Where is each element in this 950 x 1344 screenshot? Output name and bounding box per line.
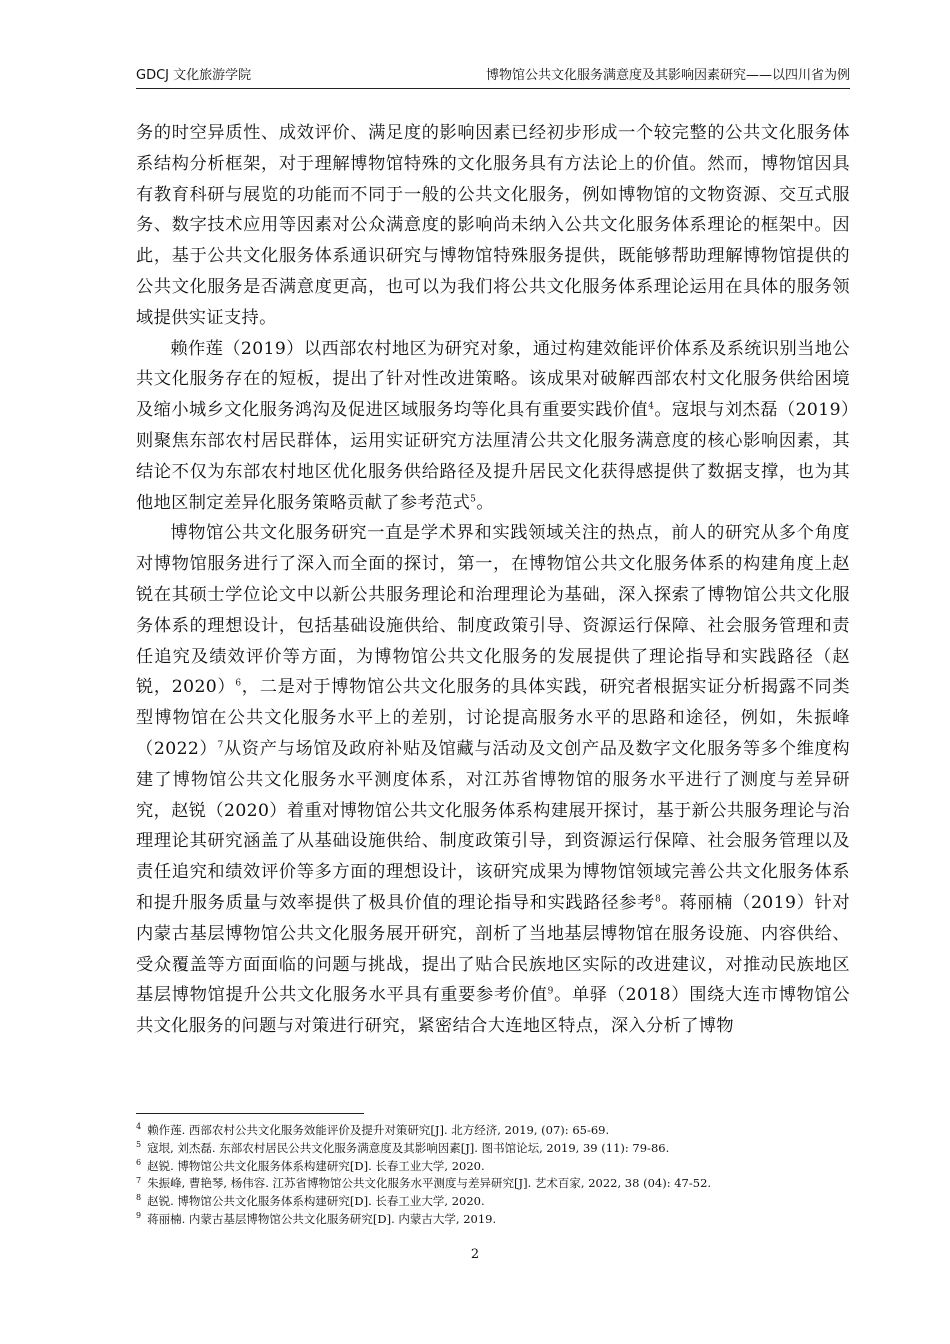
running-header	[136, 66, 850, 89]
footnote-ref-6[interactable]: 6	[235, 678, 242, 689]
paragraph-2: 赖作莲（2019）以西部农村地区为研究对象，通过构建效能评价体系及系统识别当地公共文化服务存在的短板，提出了针对性改进策略。该成果对破解西部农村文化服务供给困境及缩小城乡文化服务鸿沟及促进区域服务均等化具有重要实践价值$^4$。寇垠与刘杰磊（2019）则聚焦东部农村居民群体，运用实证研究方法厘清公共文化服务满意度的核心影响因素，其结论不仅为东部农村地区优化服务供给路径及提升居民文化获得感提供了数据支撑，也为其他地区制定差异化服务策略贡献了参考范式$^5$。	[136, 338, 850, 513]
footnote-ref-7[interactable]: 7	[217, 740, 224, 751]
body-text	[136, 118, 850, 1042]
footnote-item: $^4$ 赖作莲. 西部农村公共文化服务效能评价及提升对策研究[J]. 北方经济, 2019, (07): 65-69.	[136, 1122, 610, 1137]
footnote-ref-5[interactable]: 5	[470, 493, 477, 504]
header-institution: GDCJ 文化旅游学院	[136, 68, 252, 83]
footnotes	[136, 1122, 850, 1229]
footnote-item: $^8$ 赵锐. 博物馆公共文化服务体系构建研究[D]. 长春工业大学, 2020.	[136, 1193, 485, 1209]
footnote-item: $^6$ 赵锐. 博物馆公共文化服务体系构建研究[D]. 长春工业大学, 2020.	[136, 1157, 485, 1173]
paragraph-1: 务的时空异质性、成效评价、满足度的影响因素已经初步形成一个较完整的公共文化服务体系结构分析框架，对于理解博物馆特殊的文化服务具有方法论上的价值。然而，博物馆因具有教育科研与展览的功能而不同于一般的公共文化服务，例如博物馆的文物资源、交互式服务、数字技术应用等因素对公众满意度的影响尚未纳入公共文化服务体系理论的框架中。因此，基于公共文化服务体系通识研究与博物馆特殊服务提供，既能够帮助理解博物馆提供的公共文化服务是否满意度更高，也可以为我们将公共文化服务体系理论运用在具体的服务领域提供实证支持。	[136, 123, 850, 328]
footnote-ref-4[interactable]: 4	[648, 401, 655, 412]
header-title: 博物馆公共文化服务满意度及其影响因素研究——以四川省为例	[485, 68, 850, 83]
footnote-item: $^5$ 寇垠, 刘杰磊. 东部农村居民公共文化服务满意度及其影响因素[J]. 图书馆论坛, 2019, 39 (11): 79-86.	[136, 1139, 670, 1155]
footnote-item: $^7$ 朱振峰, 曹艳琴, 杨伟容. 江苏省博物馆公共文化服务水平测度与差异研究[J]. 艺术百家, 2022, 38 (04): 47-52.	[136, 1175, 712, 1191]
footnote-ref-9[interactable]: 9	[547, 986, 554, 997]
footnote-ref-8[interactable]: 8	[655, 894, 662, 905]
footnote-item: $^9$ 蒋丽楠. 内蒙古基层博物馆公共文化服务研究[D]. 内蒙古大学, 2019.	[136, 1211, 497, 1226]
footnote-divider	[136, 1113, 364, 1114]
page-number: 2	[470, 1247, 480, 1262]
paragraph-3: 博物馆公共文化服务研究一直是学术界和实践领域关注的热点，前人的研究从多个角度对博物馆服务进行了深入而全面的探讨，第一，在博物馆公共文化服务体系的构建角度上赵锐在其硕士学位论文中以新公共服务理论和治理理论为基础，深入探索了博物馆公共文化服务体系的理想设计，包括基础设施供给、制度政策引导、资源运行保障、社会服务管理和责任追究及绩效评价等方面，为博物馆公共文化服务的发展提供了理论指导和实践路径（赵锐，2020）$^6$，二是对于博物馆公共文化服务的具体实践，研究者根据实证分析揭露不同类型博物馆在公共文化服务水平上的差别，讨论提高服务水平的思路和途径，例如，朱振峰$(2022)^7$从资产与场馆及政府补贴及馆藏与活动及文创产品及数字文化服务等多个维度构建了博物馆公共文化服务水平测度体系，对江苏省博物馆的服务水平进行了测度与差异研究，赵锐（2020）着重对博物馆公共文化服务体系构建展开探讨，基于新公共服务理论与治理理论其研究涵盖了从基础设施供给、制度政策引导，到资源运行保障、社会服务管理以及责任追究和绩效评价等多方面的理想设计，该研究成果为博物馆领域完善公共文化服务体系和提升服务质量与效率提供了极具价值的理论指导和实践路径参考$^8$。蒋丽楠（2019）针对内蒙古基层博物馆公共文化服务展开研究，剖析了当地基层博物馆在服务设施、内容供给、受众覆盖等方面面临的问题与挑战，提出了贴合民族地区实际的改进建议，对推动民族地区基层博物馆提升公共文化服务水平具有重要参考价值$^9$。单驿（2018）围绕大连市博物馆公共文化服务的问题与对策进行研究，紧密结合大连地区特点，深入分析了博物	[136, 523, 851, 1037]
